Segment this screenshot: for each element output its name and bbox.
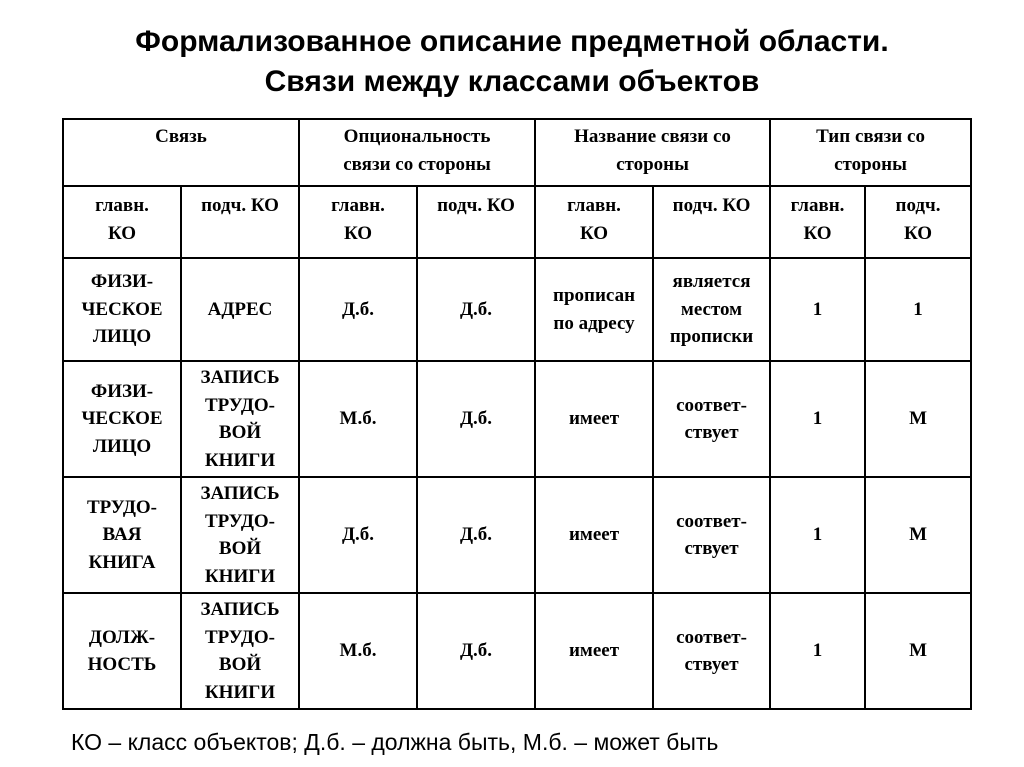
sub-header-line: главн.: [567, 195, 621, 216]
cell-type-sub: М: [865, 477, 971, 593]
cell-sub-ko-line: ЗАПИСЬ: [200, 483, 280, 504]
title-line-2: Связи между классами объектов: [264, 65, 760, 98]
cell-optionality-sub: Д.б.: [417, 361, 535, 477]
cell-sub-ko-line: АДРЕС: [207, 298, 273, 320]
cell-main-ko: [63, 361, 181, 477]
cell-sub-ko-line: ВОЙ: [218, 538, 262, 559]
cell-type-sub: 1: [865, 258, 971, 361]
header-relation-name: [535, 119, 770, 186]
sub-header-line: КО: [903, 222, 933, 244]
table-row: [63, 477, 971, 593]
cell-main-ko-line: ТРУДО-: [86, 496, 157, 518]
group-header-line: Название связи со: [574, 126, 731, 147]
sub-header-line: КО: [343, 222, 373, 244]
subheader-type-main: [770, 186, 865, 258]
cell-name-main: [535, 593, 653, 709]
cell-type-main: 1: [770, 258, 865, 361]
cell-sub-ko-line: ВОЙ: [218, 654, 262, 675]
header-relation-type: [770, 119, 971, 186]
subheader-relation-main: [63, 186, 181, 258]
cell-name-sub: [653, 593, 770, 709]
sub-header-row: [63, 186, 971, 258]
group-header-line: Тип связи со: [816, 126, 925, 147]
sub-header-line: КО: [579, 222, 609, 244]
cell-main-ko: [63, 477, 181, 593]
sub-header-line: подч.: [895, 195, 941, 216]
group-header-line: стороны: [616, 153, 689, 175]
sub-header-line: подч. КО: [201, 195, 279, 216]
cell-optionality-sub: Д.б.: [417, 593, 535, 709]
cell-name-sub-line: ствует: [684, 422, 739, 443]
cell-name-sub-line: является: [672, 271, 751, 293]
footnote: КО – класс объектов; Д.б. – должна быть, М.б. – может быть: [71, 729, 719, 755]
cell-name-sub-line: местом: [680, 298, 743, 320]
table-row: [63, 593, 971, 709]
cell-name-sub-line: соответ-: [676, 510, 747, 532]
subheader-optionality-main: [299, 186, 417, 258]
cell-name-sub: [653, 258, 770, 361]
cell-sub-ko-line: ЗАПИСЬ: [200, 367, 280, 388]
subheader-relation-sub: [181, 186, 299, 258]
cell-sub-ko-line: КНИГИ: [204, 449, 276, 471]
sub-header-line: подч. КО: [672, 195, 751, 216]
sub-header-line: главн.: [331, 195, 385, 216]
cell-main-ko: [63, 258, 181, 361]
sub-header-line: подч. КО: [437, 195, 515, 216]
cell-name-sub-line: ствует: [684, 654, 739, 675]
subheader-type-sub: [865, 186, 971, 258]
cell-type-sub: М: [865, 593, 971, 709]
cell-sub-ko: [181, 361, 299, 477]
sub-header-line: КО: [107, 222, 137, 244]
cell-sub-ko-line: КНИГИ: [204, 681, 276, 703]
cell-name-main-line: прописан: [553, 285, 636, 306]
cell-name-sub: [653, 477, 770, 593]
subheader-name-main: [535, 186, 653, 258]
sub-header-line: главн.: [95, 195, 149, 216]
cell-optionality-main: М.б.: [299, 593, 417, 709]
cell-main-ko-line: ВАЯ: [102, 524, 142, 546]
subheader-name-sub: [653, 186, 770, 258]
sub-header-line: главн.: [790, 195, 845, 216]
group-header-line: Связь: [155, 126, 207, 147]
cell-main-ko-line: КНИГА: [88, 551, 156, 573]
cell-name-sub-line: ствует: [684, 538, 739, 559]
cell-type-main: 1: [770, 361, 865, 477]
cell-name-main-line: имеет: [568, 640, 620, 662]
table-row: [63, 258, 971, 361]
cell-sub-ko-line: ТРУДО-: [205, 510, 276, 532]
cell-name-sub: [653, 361, 770, 477]
cell-optionality-sub: Д.б.: [417, 477, 535, 593]
cell-sub-ko-line: ЗАПИСЬ: [200, 599, 280, 620]
cell-sub-ko: [181, 593, 299, 709]
cell-main-ko-line: ФИЗИ-: [90, 380, 154, 402]
cell-main-ko-line: ЛИЦО: [92, 326, 152, 348]
cell-main-ko-line: ДОЛЖ-: [88, 626, 156, 648]
cell-optionality-main: Д.б.: [299, 258, 417, 361]
cell-type-main: 1: [770, 593, 865, 709]
page-title: [0, 22, 1024, 102]
sub-header-line: КО: [803, 222, 832, 244]
cell-sub-ko-line: ВОЙ: [218, 422, 262, 443]
cell-sub-ko: [181, 477, 299, 593]
cell-sub-ko-line: КНИГИ: [204, 565, 276, 587]
group-header-row: [63, 119, 971, 186]
cell-name-sub-line: соответ-: [676, 626, 747, 648]
group-header-line: связи со стороны: [343, 153, 491, 175]
cell-sub-ko: [181, 258, 299, 361]
cell-optionality-main: М.б.: [299, 361, 417, 477]
cell-main-ko-line: ЧЕСКОЕ: [81, 298, 163, 320]
group-header-line: Опциональность: [343, 126, 491, 147]
cell-main-ko-line: ЛИЦО: [92, 435, 152, 457]
subheader-optionality-sub: [417, 186, 535, 258]
cell-name-sub-line: соответ-: [676, 394, 747, 416]
cell-name-main: [535, 258, 653, 361]
cell-main-ko-line: ФИЗИ-: [90, 271, 154, 293]
header-relation: [63, 119, 299, 186]
cell-name-main-line: имеет: [568, 408, 620, 430]
title-line-1: Формализованное описание предметной области.: [135, 25, 889, 58]
cell-name-main: [535, 477, 653, 593]
table-row: [63, 361, 971, 477]
cell-name-main-line: имеет: [568, 524, 620, 546]
cell-main-ko-line: НОСТЬ: [87, 654, 157, 675]
cell-sub-ko-line: ТРУДО-: [205, 394, 276, 416]
group-header-line: стороны: [834, 153, 907, 175]
cell-optionality-sub: Д.б.: [417, 258, 535, 361]
cell-optionality-main: Д.б.: [299, 477, 417, 593]
relations-table: [62, 118, 972, 710]
cell-name-main: [535, 361, 653, 477]
cell-sub-ko-line: ТРУДО-: [205, 626, 276, 648]
cell-name-main-line: по адресу: [553, 312, 635, 334]
cell-type-main: 1: [770, 477, 865, 593]
cell-main-ko: [63, 593, 181, 709]
cell-type-sub: М: [865, 361, 971, 477]
table-body: [63, 119, 971, 709]
cell-name-sub-line: прописки: [669, 326, 754, 348]
header-optionality: [299, 119, 535, 186]
cell-main-ko-line: ЧЕСКОЕ: [81, 408, 163, 430]
